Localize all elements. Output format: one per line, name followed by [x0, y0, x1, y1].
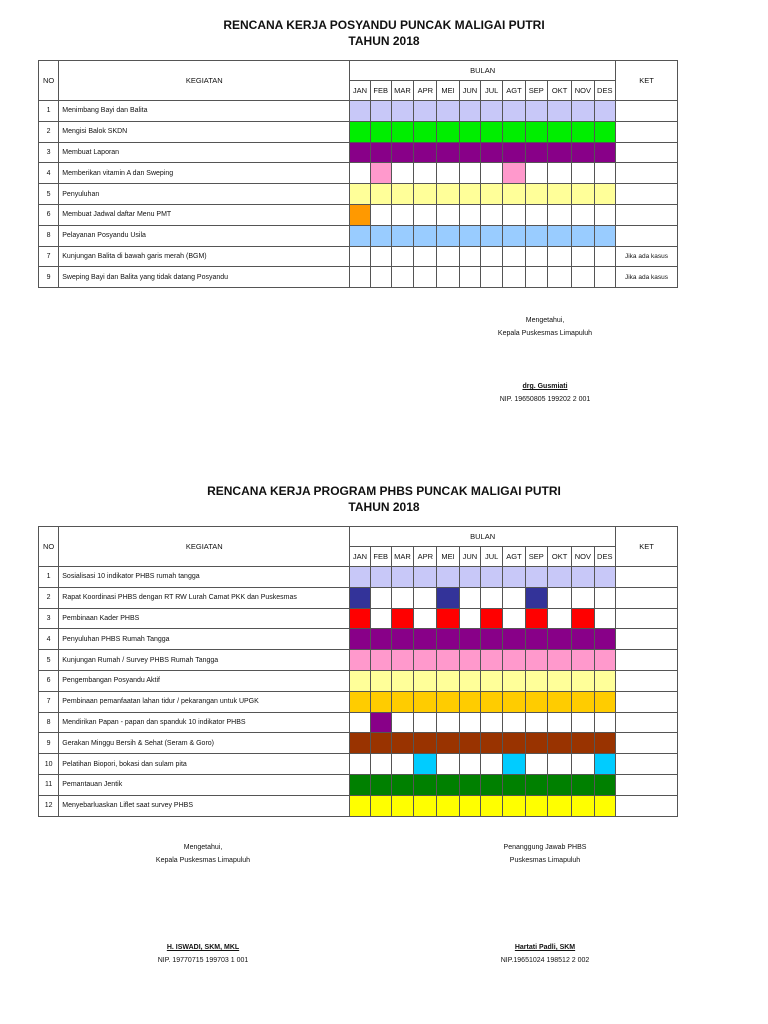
month-cell-mei	[437, 567, 459, 588]
month-cell-sep	[525, 629, 547, 650]
month-cell-feb	[370, 691, 391, 712]
month-cell-agt	[503, 608, 525, 629]
month-agt: AGT	[503, 81, 525, 101]
ket-cell	[615, 567, 677, 588]
month-okt: OKT	[547, 547, 571, 567]
signature-line2: Kepala Puskesmas Limapuluh	[155, 857, 251, 864]
month-cell-okt	[547, 629, 571, 650]
month-cell-apr	[414, 774, 437, 795]
table1-title: RENCANA KERJA POSYANDU PUNCAK MALIGAI PUTRI	[223, 18, 545, 32]
month-cell-jun	[459, 587, 480, 608]
month-cell-feb	[370, 754, 391, 775]
month-cell-mei	[437, 733, 459, 754]
month-cell-agt	[503, 754, 525, 775]
table-row	[39, 712, 678, 733]
month-cell-apr	[414, 754, 437, 775]
month-cell-nov	[572, 733, 594, 754]
row-number: 7	[39, 246, 59, 267]
month-sep: SEP	[525, 81, 547, 101]
signature-line1: Mengetahui,	[525, 317, 565, 324]
month-cell-feb	[370, 567, 391, 588]
table-row	[39, 691, 678, 712]
month-cell-jun	[459, 691, 480, 712]
row-number: 8	[39, 225, 59, 246]
month-cell-jul	[481, 670, 503, 691]
activity-name: Menimbang Bayi dan Balita	[59, 101, 350, 122]
month-cell-jan	[350, 608, 370, 629]
month-cell-jan	[350, 754, 370, 775]
month-cell-jan	[350, 587, 370, 608]
month-cell-apr	[414, 629, 437, 650]
month-cell-sep	[525, 774, 547, 795]
month-cell-apr	[414, 795, 437, 816]
month-cell-okt	[547, 691, 571, 712]
month-cell-jun	[459, 712, 480, 733]
month-cell-jan	[350, 650, 370, 671]
month-cell-jan	[350, 691, 370, 712]
month-cell-mar	[391, 754, 413, 775]
table1-year: TAHUN 2018	[348, 34, 420, 48]
activity-name: Penyuluhan	[59, 184, 350, 205]
month-cell-des	[594, 567, 615, 588]
month-cell-apr	[414, 567, 437, 588]
month-cell-nov	[572, 712, 594, 733]
row-number: 3	[39, 608, 59, 629]
month-cell-agt	[503, 650, 525, 671]
header-kegiatan: KEGIATAN	[59, 61, 350, 101]
month-cell-sep	[525, 795, 547, 816]
month-okt: OKT	[547, 81, 571, 101]
month-cell-jun	[459, 754, 480, 775]
month-cell-jan	[350, 567, 370, 588]
month-cell-agt	[503, 691, 525, 712]
month-cell-apr	[414, 608, 437, 629]
month-cell-mei	[437, 691, 459, 712]
month-cell-mei	[437, 629, 459, 650]
month-cell-des	[594, 795, 615, 816]
signature-line1: Mengetahui,	[183, 844, 223, 851]
header-no: NO	[39, 61, 59, 101]
row-number: 5	[39, 650, 59, 671]
month-jul: JUL	[481, 547, 503, 567]
row-number: 11	[39, 774, 59, 795]
month-apr: APR	[414, 547, 437, 567]
month-cell-mar	[391, 795, 413, 816]
ket-cell	[615, 629, 677, 650]
month-cell-okt	[547, 754, 571, 775]
month-cell-feb	[370, 774, 391, 795]
month-cell-nov	[572, 629, 594, 650]
month-jul: JUL	[481, 81, 503, 101]
month-cell-sep	[525, 733, 547, 754]
activity-name: Penyuluhan PHBS Rumah Tangga	[59, 629, 350, 650]
signature-name: H. ISWADI, SKM, MKL	[166, 944, 240, 951]
month-cell-mar	[391, 567, 413, 588]
activity-name: Membuat Jadwal daftar Menu PMT	[59, 204, 350, 225]
ket-cell	[615, 754, 677, 775]
month-cell-feb	[370, 650, 391, 671]
month-cell-agt	[503, 629, 525, 650]
month-cell-mar	[391, 670, 413, 691]
month-cell-mar	[391, 608, 413, 629]
activity-name: Sosialisasi 10 indikator PHBS rumah tangga	[59, 567, 350, 588]
month-cell-nov	[572, 670, 594, 691]
table2-title: RENCANA KERJA PROGRAM PHBS PUNCAK MALIGAI PUTRI	[207, 484, 561, 498]
month-cell-okt	[547, 608, 571, 629]
month-jan: JAN	[350, 81, 370, 101]
month-cell-apr	[414, 670, 437, 691]
month-mei: MEI	[437, 547, 459, 567]
month-cell-apr	[414, 587, 437, 608]
month-cell-mei	[437, 670, 459, 691]
month-cell-sep	[525, 670, 547, 691]
month-cell-mei	[437, 587, 459, 608]
month-cell-jan	[350, 629, 370, 650]
month-cell-nov	[572, 650, 594, 671]
ket-cell	[615, 650, 677, 671]
month-cell-jan	[350, 774, 370, 795]
activity-name: Kunjungan Rumah / Survey PHBS Rumah Tangga	[59, 650, 350, 671]
month-cell-mei	[437, 754, 459, 775]
activity-name: Pelayanan Posyandu Usila	[59, 225, 350, 246]
signature-line1: Penanggung Jawab PHBS	[503, 844, 587, 851]
month-cell-okt	[547, 587, 571, 608]
activity-name: Memberikan vitamin A dan Sweping	[59, 163, 350, 184]
month-cell-jun	[459, 733, 480, 754]
signature-name: Hartati Padli, SKM	[514, 944, 576, 951]
month-cell-feb	[370, 608, 391, 629]
signature-line2: Kepala Puskesmas Limapuluh	[497, 330, 593, 337]
month-cell-des	[594, 629, 615, 650]
month-cell-jul	[481, 712, 503, 733]
row-number: 1	[39, 567, 59, 588]
row-number: 12	[39, 795, 59, 816]
month-cell-jan	[350, 670, 370, 691]
month-cell-mar	[391, 587, 413, 608]
month-jun: JUN	[459, 547, 480, 567]
row-number: 3	[39, 142, 59, 163]
row-number: 9	[39, 733, 59, 754]
activity-name: Mendirikan Papan - papan dan spanduk 10 indikator PHBS	[59, 712, 350, 733]
month-cell-des	[594, 774, 615, 795]
row-number: 1	[39, 101, 59, 122]
signature-nip: NIP. 19770715 199703 1 001	[157, 957, 249, 964]
table2-signature-left	[103, 841, 303, 967]
signature-nip: NIP. 19650805 199202 2 001	[499, 396, 591, 403]
month-cell-sep	[525, 691, 547, 712]
activity-name: Kunjungan Balita di bawah garis merah (BGM)	[59, 246, 350, 267]
month-cell-jul	[481, 587, 503, 608]
activity-name: Mengisi Balok SKDN	[59, 121, 350, 142]
month-cell-jan	[350, 795, 370, 816]
table-row	[39, 567, 678, 588]
row-number: 6	[39, 204, 59, 225]
table-row	[39, 795, 678, 816]
phbs-plan-body	[39, 567, 678, 817]
month-cell-feb	[370, 712, 391, 733]
month-cell-sep	[525, 650, 547, 671]
month-cell-des	[594, 712, 615, 733]
month-cell-feb	[370, 733, 391, 754]
ket-cell	[615, 608, 677, 629]
month-cell-jun	[459, 650, 480, 671]
activity-name: Pembinaan Kader PHBS	[59, 608, 350, 629]
row-number: 5	[39, 184, 59, 205]
month-feb: FEB	[370, 547, 391, 567]
activity-name: Rapat Koordinasi PHBS dengan RT RW Lurah Camat PKK dan Puskesmas	[59, 587, 350, 608]
month-cell-jul	[481, 650, 503, 671]
table-row	[39, 650, 678, 671]
activity-name: Sweping Bayi dan Balita yang tidak datang Posyandu	[59, 267, 350, 288]
month-des: DES	[594, 81, 615, 101]
header-no: NO	[39, 527, 59, 567]
row-number: 9	[39, 267, 59, 288]
ket-cell	[615, 587, 677, 608]
month-cell-des	[594, 608, 615, 629]
month-cell-sep	[525, 567, 547, 588]
header-bulan: BULAN	[350, 527, 616, 547]
month-cell-jul	[481, 733, 503, 754]
header-ket: KET	[615, 527, 677, 567]
month-mar: MAR	[391, 547, 413, 567]
month-cell-mar	[391, 712, 413, 733]
month-cell-jan	[350, 733, 370, 754]
activity-name: Menyebarluaskan Liflet saat survey PHBS	[59, 795, 350, 816]
month-cell-jul	[481, 629, 503, 650]
month-cell-jun	[459, 795, 480, 816]
header-ket: KET	[615, 61, 677, 101]
month-cell-feb	[370, 587, 391, 608]
row-number: 8	[39, 712, 59, 733]
month-feb: FEB	[370, 81, 391, 101]
table2-year: TAHUN 2018	[348, 500, 420, 514]
month-cell-mei	[437, 650, 459, 671]
ket-cell: Jika ada kasus	[615, 246, 677, 267]
ket-cell	[615, 691, 677, 712]
header-kegiatan: KEGIATAN	[59, 527, 350, 567]
table-row	[39, 733, 678, 754]
month-nov: NOV	[572, 81, 594, 101]
ket-cell	[615, 774, 677, 795]
month-cell-agt	[503, 712, 525, 733]
month-cell-sep	[525, 587, 547, 608]
ket-cell	[615, 670, 677, 691]
month-cell-apr	[414, 691, 437, 712]
month-cell-des	[594, 691, 615, 712]
month-cell-agt	[503, 774, 525, 795]
month-cell-mei	[437, 774, 459, 795]
activity-name: Membuat Laporan	[59, 142, 350, 163]
month-cell-jul	[481, 691, 503, 712]
month-cell-jul	[481, 754, 503, 775]
activity-name: Pelatihan Biopori, bokasi dan sulam pita	[59, 754, 350, 775]
month-cell-jul	[481, 795, 503, 816]
header-bulan: BULAN	[350, 61, 616, 81]
month-cell-okt	[547, 712, 571, 733]
month-cell-nov	[572, 608, 594, 629]
month-cell-jun	[459, 774, 480, 795]
month-cell-nov	[572, 754, 594, 775]
month-cell-mar	[391, 774, 413, 795]
month-agt: AGT	[503, 547, 525, 567]
month-cell-nov	[572, 567, 594, 588]
month-cell-mei	[437, 795, 459, 816]
month-cell-mar	[391, 629, 413, 650]
row-number: 4	[39, 629, 59, 650]
ket-cell: Jika ada kasus	[615, 267, 677, 288]
month-cell-feb	[370, 629, 391, 650]
month-cell-jan	[350, 712, 370, 733]
month-cell-mar	[391, 650, 413, 671]
signature-nip: NIP.19651024 198512 2 002	[500, 957, 590, 964]
row-number: 6	[39, 670, 59, 691]
table2-signature-right	[445, 841, 645, 967]
month-cell-des	[594, 754, 615, 775]
month-apr: APR	[414, 81, 437, 101]
month-cell-sep	[525, 754, 547, 775]
month-cell-jun	[459, 567, 480, 588]
month-cell-nov	[572, 774, 594, 795]
month-jan: JAN	[350, 547, 370, 567]
ket-cell	[615, 733, 677, 754]
month-cell-agt	[503, 733, 525, 754]
month-cell-mei	[437, 608, 459, 629]
month-cell-des	[594, 733, 615, 754]
month-mei: MEI	[437, 81, 459, 101]
month-cell-feb	[370, 670, 391, 691]
month-cell-des	[594, 587, 615, 608]
month-cell-mar	[391, 733, 413, 754]
month-sep: SEP	[525, 547, 547, 567]
month-cell-apr	[414, 712, 437, 733]
month-cell-agt	[503, 670, 525, 691]
month-cell-mei	[437, 712, 459, 733]
activity-name: Pemantauan Jentik	[59, 774, 350, 795]
month-cell-okt	[547, 670, 571, 691]
month-cell-des	[594, 650, 615, 671]
month-cell-sep	[525, 712, 547, 733]
signature-name: drg. Gusmiati	[522, 383, 568, 390]
month-cell-jun	[459, 608, 480, 629]
row-number: 2	[39, 121, 59, 142]
activity-name: Pembinaan pemanfaatan lahan tidur / pekarangan untuk UPGK	[59, 691, 350, 712]
month-cell-okt	[547, 567, 571, 588]
month-cell-des	[594, 670, 615, 691]
month-cell-nov	[572, 691, 594, 712]
table-row	[39, 587, 678, 608]
month-cell-mar	[391, 691, 413, 712]
row-number: 4	[39, 163, 59, 184]
table-row	[39, 774, 678, 795]
ket-cell	[615, 795, 677, 816]
month-des: DES	[594, 547, 615, 567]
month-mar: MAR	[391, 81, 413, 101]
month-cell-sep	[525, 608, 547, 629]
month-cell-okt	[547, 650, 571, 671]
month-jun: JUN	[459, 81, 480, 101]
month-cell-apr	[414, 733, 437, 754]
ket-cell	[615, 712, 677, 733]
month-cell-okt	[547, 795, 571, 816]
month-cell-agt	[503, 587, 525, 608]
month-cell-okt	[547, 774, 571, 795]
activity-name: Gerakan Minggu Bersih & Sehat (Seram & Goro)	[59, 733, 350, 754]
row-number: 10	[39, 754, 59, 775]
month-cell-apr	[414, 650, 437, 671]
month-cell-feb	[370, 795, 391, 816]
table-row	[39, 670, 678, 691]
month-cell-okt	[547, 733, 571, 754]
month-cell-jun	[459, 670, 480, 691]
month-cell-nov	[572, 795, 594, 816]
month-cell-jul	[481, 608, 503, 629]
row-number: 7	[39, 691, 59, 712]
month-cell-jul	[481, 774, 503, 795]
month-cell-agt	[503, 795, 525, 816]
month-cell-agt	[503, 567, 525, 588]
row-number: 2	[39, 587, 59, 608]
month-cell-jun	[459, 629, 480, 650]
table-row	[39, 754, 678, 775]
phbs-plan-table	[38, 526, 678, 817]
month-cell-jul	[481, 567, 503, 588]
activity-name: Pengembangan Posyandu Aktif	[59, 670, 350, 691]
table-row	[39, 629, 678, 650]
month-nov: NOV	[572, 547, 594, 567]
month-cell-nov	[572, 587, 594, 608]
signature-line2: Puskesmas Limapuluh	[509, 857, 581, 864]
table-row	[39, 608, 678, 629]
